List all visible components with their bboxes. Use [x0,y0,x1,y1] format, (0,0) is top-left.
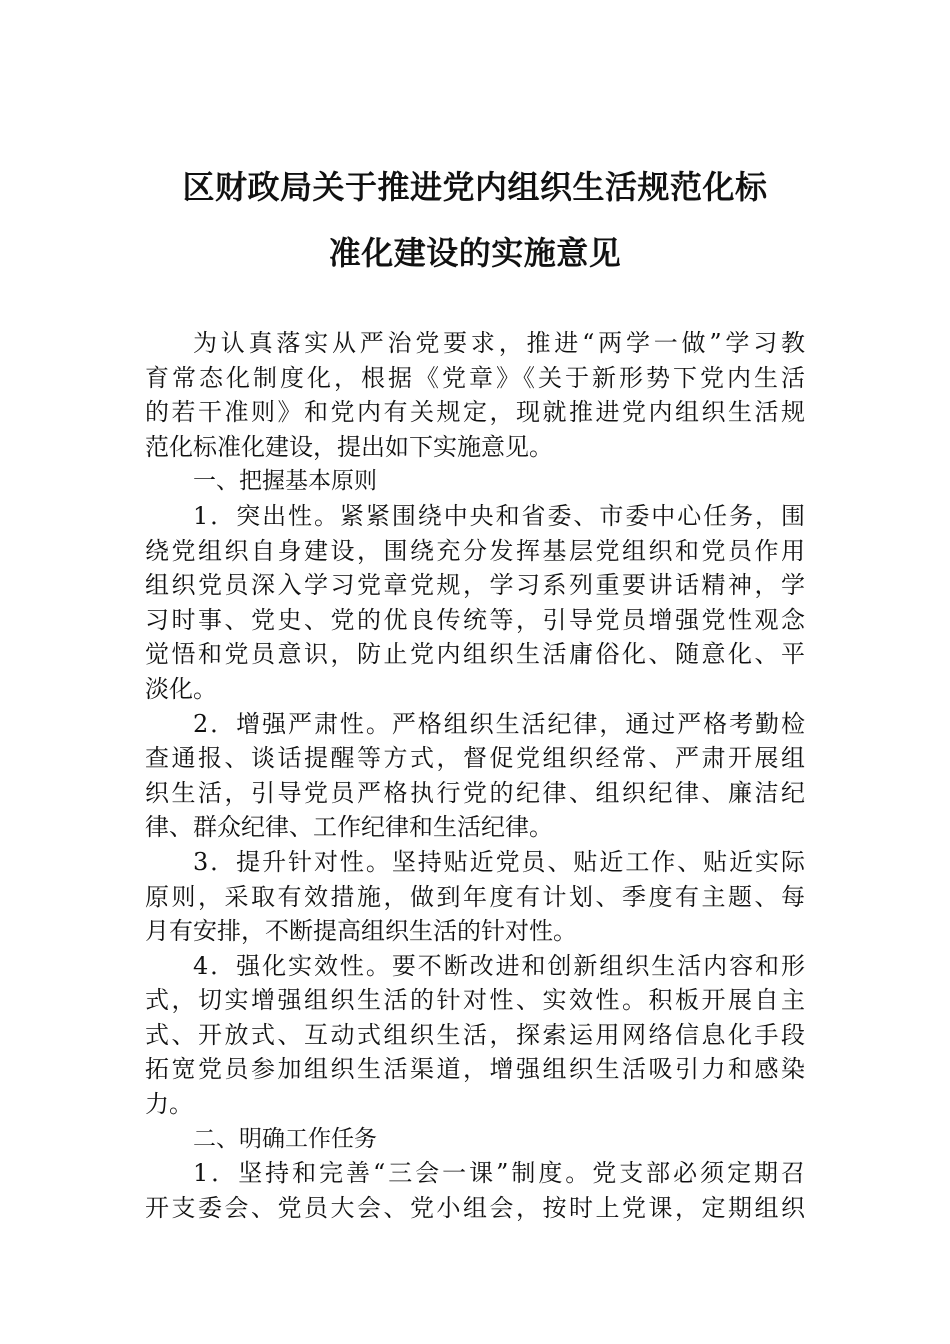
principle-1-line: 淡化。 [145,674,217,703]
principle-4-line: 力。 [145,1090,193,1119]
document-title-line-2: 准化建设的实施意见 [328,234,622,272]
intro-paragraph-line: 范化标准化建设，提出如下实施意见。 [145,432,553,461]
intro-paragraph-line: 的若干准则》和党内有关规定，现就推进党内组织生活规 [145,398,805,427]
principle-3-line: 月有安排，不断提高组织生活的针对性。 [145,917,577,946]
document-title-line-1: 区财政局关于推进党内组织生活规范化标 [182,168,768,206]
principle-3-line: 原则，采取有效措施，做到年度有计划、季度有主题、每 [145,882,805,911]
principle-2-line: 律、群众纪律、工作纪律和生活纪律。 [145,813,553,842]
principle-4-line: 拓宽党员参加组织生活渠道，增强组织生活吸引力和感染 [145,1055,805,1084]
principle-1-line: 习时事、党史、党的优良传统等，引导党员增强党性观念 [145,605,805,634]
intro-paragraph-line: 育常态化制度化，根据《党章》《关于新形势下党内生活 [145,363,805,392]
principle-1-line: 组织党员深入学习党章党规，学习系列重要讲话精神，学 [145,571,805,600]
principle-3-line: 3．提升针对性。坚持贴近党员、贴近工作、贴近实际 [193,847,805,876]
principle-4-line: 式，切实增强组织生活的针对性、实效性。积板开展自主 [145,986,805,1015]
section-heading-principles: 一、把握基本原则 [193,468,377,495]
principle-4-line: 式、开放式、互动式组织生活，探索运用网络信息化手段 [145,1020,805,1049]
principle-2-line: 查通报、谈话提醒等方式，督促党组织经常、严肃开展组 [145,744,805,773]
section-heading-tasks: 二、明确工作任务 [193,1125,377,1152]
principle-1-line: 绕党组织自身建设，围绕充分发挥基层党组织和党员作用 [145,536,805,565]
task-1-line: 开支委会、党员大会、党小组会，按时上党课，定期组织 [145,1193,805,1222]
principle-2-line: 织生活，引导党员严格执行党的纪律、组织纪律、廉洁纪 [145,778,805,807]
intro-paragraph-line: 为认真落实从严治党要求，推进“两学一做”学习教 [193,329,805,357]
principle-1-line: 觉悟和党员意识，防止党内组织生活庸俗化、随意化、平 [145,640,805,669]
task-1-line: 1．坚持和完善“三会一课”制度。党支部必须定期召 [193,1159,805,1188]
document-body [145,326,805,1225]
principle-4-line: 4．强化实效性。要不断改进和创新组织生活内容和形 [193,951,805,980]
principle-2-line: 2．增强严肃性。严格组织生活纪律，通过严格考勤检 [193,709,805,738]
principle-1-line: 1．突出性。紧紧围绕中央和省委、市委中心任务，围 [193,501,805,530]
